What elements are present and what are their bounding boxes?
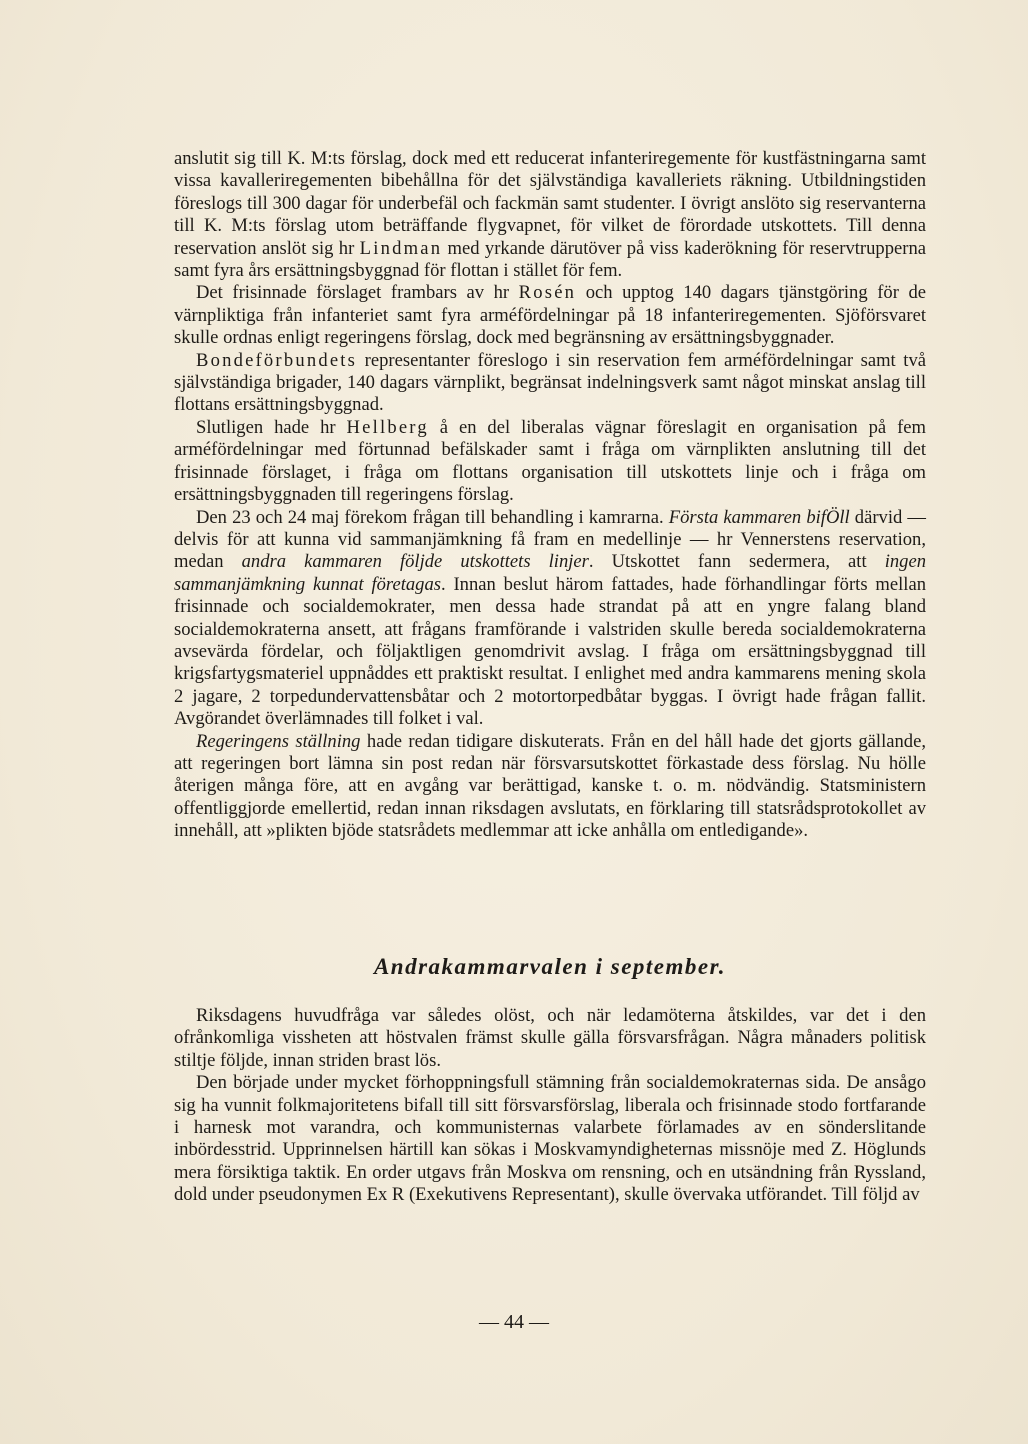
italic-phrase: ingen sammanjämkning kunnat företagas (174, 551, 926, 595)
section-heading: Andrakammarvalen i september. (373, 954, 727, 979)
paragraph-4: Slutligen hade hr Hellberg å en del liberalas vägnar föreslagit en organisation på fem arméfördelningar med förtunnad befälskader samt i fråga om värnplikten anslutning till det frisinnade förslaget, i fråga om flottans organisation till utskottets linje och i fråga om ersättningsbyggnaden till regeringens förslag. (174, 416, 926, 506)
body-text-top (174, 148, 926, 843)
body-text-bottom (174, 1005, 926, 1207)
page-number: — 44 — (479, 1311, 549, 1333)
party-name: Bondeförbundets (196, 349, 358, 371)
paragraph-2: Det frisinnade förslaget frambars av hr Rosén och upptog 140 dagars tjänstgöring för de värnpliktiga från infanteriet samt fyra arméfördelningar på 18 infanteriregementen. Sjöförsvaret skulle ordnas enligt regeringens förslag, dock med begränsning av ersättningsbyggnader. (174, 282, 926, 349)
italic-phrase: Första kammaren bifÖll (668, 506, 850, 528)
italic-phrase: andra kammaren följde utskottets linjer (241, 551, 589, 573)
paragraph-3: Bondeförbundets representanter föreslogo i sin reservation fem arméfördelningar samt två självständiga brigader, 140 dagars värnplikt, begränsat indelningsverk samt något minskat anslag till flottans ersättningsbyggnad. (174, 349, 926, 416)
person-name: Hellberg (346, 416, 429, 438)
paragraph-7: Riksdagens huvudfråga var således olöst, och när ledamöterna åtskildes, var det i den ofrånkomliga vissheten att höstvalen främst skulle gälla försvarsfrågan. Några månaders politisk stiltje följde, innan striden brast lös. (174, 1005, 926, 1071)
person-name: Lindman (359, 237, 443, 259)
paragraph-6: Regeringens ställning hade redan tidigare diskuterats. Från en del håll hade det gjorts gällande, att regeringen bort lämna sin post redan när försvarsutskottet förkastade dess förslag. Nu hölle återigen många före, att en avgång var berättigad, kanske t. o. m. nödvändig. Statsministern offentliggjorde emellertid, redan innan riksdagen avslutats, en förklaring till statsrådsprotokollet av innehåll, att »plikten bjöde statsrådets medlemmar att icke anhålla om entledigande». (174, 730, 926, 842)
paragraph-5: Den 23 och 24 maj förekom frågan till behandling i kamrarna. Första kammaren bifÖll därvid — delvis för att kunna vid sammanjämkning få fram en medellinje — hr Vennerstens reservation, medan andra kammaren följde utskottets linjer. Utskottet fann sedermera, att ingen sammanjämkning kunnat företagas. Innan beslut härom fattades, hade förhandlingar förts mellan frisinnade och socialdemokrater, men dessa hade strandat på att en yngre falang bland socialdemokraterna ansett, att frågans framförande i valstriden skulle bereda socialdemokraterna avsevärda fördelar, och följaktligen genomdrivit avslag. I fråga om ersättningsbyggnad till krigsfartygsmateriel uppnåddes ett praktiskt resultat. I enlighet med andra kammarens mening skola 2 jagare, 2 torpedundervattensbåtar och 2 motortorpedbåtar byggas. I övrigt hade frågan fallit. Avgörandet överlämnades till folket i val. (174, 506, 927, 730)
paragraph-1: anslutit sig till K. M:ts förslag, dock med ett reducerat infanteriregemente för kustfästningarna samt vissa kavalleriregementen bibehållna för det självständiga kavalleriets räkning. Utbildningstiden föreslogs till 300 dagar för underbefäl och fackmän samt studenter. I övrigt anslöto sig reservanterna till K. M:ts förslag utom beträffande flygvapnet, för vilket de förordade utskottets. Till denna reservation anslöt sig hr Lindman med yrkande därutöver på viss kaderökning för reservtrupperna samt fyra års ersättningsbyggnad för flottan i stället för fem. (174, 148, 926, 282)
italic-phrase: Regeringens ställning (196, 730, 361, 752)
paragraph-8: Den började under mycket förhoppningsfull stämning från socialdemokraternas sida. De ansågo sig ha vunnit folkmajoritetens bifall till sitt försvarsförslag, liberala och frisinnade stodo fortfarande i harnesk mot varandra, och kommunisternas valarbete förlamades av en sönderslitande inbördesstrid. Upprinnelsen härtill kan sökas i Moskvamyndigheternas missnöje med Z. Höglunds mera försiktiga taktik. En order utgavs från Moskva om rensning, och en utsändning från Ryssland, dold under pseudonymen Ex R (Exekutivens Representant), skulle övervaka utförandet. Till följd av (174, 1072, 926, 1206)
person-name: Rosén (518, 282, 577, 304)
